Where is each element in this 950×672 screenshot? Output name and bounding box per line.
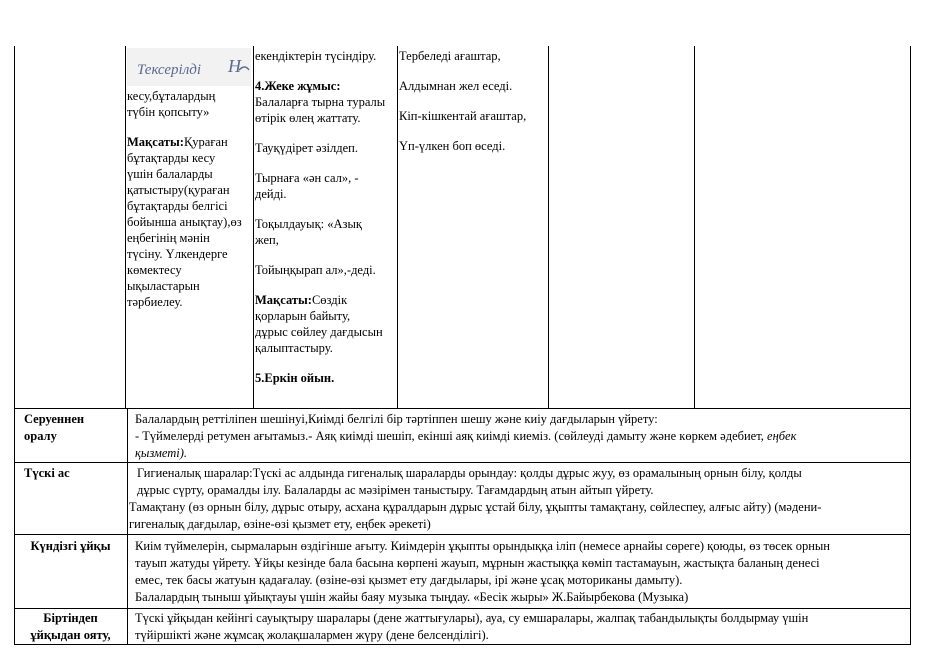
col4-poem-line: Тербеледі ағаштар,	[399, 49, 501, 63]
col3-poem-line: Тауқүдірет әзілдеп.	[255, 141, 358, 155]
col3-poem-line: Тырнаға «ән сал», -	[255, 171, 359, 185]
col2-goal-line: бұтақтарды белгісі	[127, 199, 228, 213]
col2-goal-line: үшін балаларды	[127, 167, 213, 181]
col4-cell	[399, 48, 547, 154]
row-label-lunch	[24, 465, 124, 482]
row-text-line	[135, 445, 905, 462]
col2-goal-line: еңбегінің мәнін	[127, 231, 210, 245]
row-text-italic: еңбек	[767, 429, 797, 443]
row-text-line: Киім түймелерін, сырмаларын өздігінше ағыту. Киімдерін ұқыпты орындыққа іліп (немесе арнайы сөреге) қоюды, өз төсек орнын	[135, 539, 830, 553]
col3-heading5	[255, 370, 397, 386]
row-label-line: Біртіндеп	[43, 611, 98, 625]
row-label-return-from-walk	[24, 411, 124, 445]
row-label-line: оралу	[24, 429, 57, 443]
border-col5-right	[694, 46, 695, 408]
row-text-line: Гигиеналық шаралар:Түскі ас алдында гигеналық шараларды орындау: қолды дұрыс жуу, өз орамалының орнын білу, қолды	[137, 466, 802, 480]
row-content-return-from-walk	[135, 411, 905, 462]
row-text-span: - Түймелерді ретумен ағытамыз.- Аяқ киімді шешіп, екінші аяқ киімді киеміз. (сөйлеуді дамыту және көркем әдебиет,	[135, 429, 768, 443]
border-row4-top	[14, 608, 911, 609]
col4-poem-line: Алдымнан жел еседі.	[399, 79, 513, 93]
signature-image	[127, 48, 251, 86]
col2-line1: кесу,бұталардың	[127, 89, 216, 103]
col3-work-line: өтірік өлең жаттату.	[255, 111, 361, 125]
free-play-heading: 5.Еркін ойын.	[255, 371, 335, 385]
col4-poem-line: Үп-үлкен боп өседі.	[399, 139, 506, 153]
border-bottom	[14, 644, 911, 645]
col3-poem-line: жеп,	[255, 233, 279, 247]
border-row3-top	[14, 534, 911, 535]
col2-goal-text-1: Қураған	[183, 135, 228, 149]
row-label-line: ұйқыдан ояту,	[30, 628, 111, 642]
row-text-line	[135, 428, 905, 445]
row-text-line: түйіршікті және жұмсақ жолақшалармен жүру (дене белсенділігі).	[135, 628, 489, 642]
row-text-line: емес, тек басы жатуын қадағалау. (өзіне-өзі қызмет ету дағдылары, ірі және ұсақ моториканы дамыту).	[135, 573, 683, 587]
row-content-wake-up	[135, 610, 905, 644]
col4-poem-line: Кіп-кішкентай ағаштар,	[399, 109, 527, 123]
row-text-line: Тамақтану (өз орнын білу, дұрыс отыру, асхана құралдарын дұрыс ұстай білу, ұқыпты тамақтану, сөйлеспеу, алғыс айту) (мәдени-	[129, 500, 822, 514]
individual-work-heading: 4.Жеке жұмыс:	[255, 79, 341, 93]
col3-work-line: Балаларға тырна туралы	[255, 95, 386, 109]
col2-goal-line: ықыластарын	[127, 279, 200, 293]
col3-goal-line: қалыптастыру.	[255, 341, 333, 355]
border-col3-left	[253, 46, 254, 408]
row-text-line: Балалардың тыныш ұйықтауы үшін жайы баяу музыка тыңдау. «Бесік жыры» Ж.Байырбекова (Музыка)	[135, 590, 689, 604]
col3-top-line: екендіктерін түсіндіру.	[255, 49, 377, 63]
verification-stamp	[127, 48, 247, 82]
col2-goal-line: бұтақтарды кесу	[127, 151, 216, 165]
col3-cell	[255, 48, 397, 386]
col3-goal-text-1: Сөздік	[311, 293, 348, 307]
row-label-wake-up	[14, 610, 127, 644]
border-col5-left	[548, 46, 549, 408]
border-col2-left	[125, 46, 126, 408]
row-label-nap	[14, 538, 127, 555]
row-text-line: дұрыс сүрту, орамалды ілу. Балаларды ас мәзірімен таныстыру. Тағамдардың атын айтып үйрету.	[137, 483, 654, 497]
border-col4-left	[397, 46, 398, 408]
row-text-line: гигеналық дағдылар, өзіне-өзі қызмет ету, еңбек әрекеті)	[129, 517, 431, 531]
row-label-line: Күндізгі ұйқы	[30, 539, 111, 553]
col3-poem-line: Тойыңқырап ал»,-деді.	[255, 263, 376, 277]
row-text-line: тауып жатуды үйрету. Ұйқы кезінде бала басына көрпені жауып, мұрнын жастыққа көміп тастамауын, жастықта баланың денесі	[135, 556, 820, 570]
stamp-mark: Н	[228, 56, 241, 76]
col2-goal-line: тәрбиелеу.	[127, 295, 183, 309]
row-text-line: Түскі ұйқыдан кейінгі сауықтыру шаралары (дене жаттығулары), ауа, су емшаралары, жалпақ табандылықты болдырмау үшін	[135, 611, 809, 625]
col2-goal-label: Мақсаты:	[127, 135, 184, 149]
col3-poem-line: дейді.	[255, 187, 287, 201]
row-text-line: Балалардың реттіліпен шешінуі,Киімді белгілі бір тәртіппен шешу және киіу дағдыларын үйрету:	[135, 412, 658, 426]
row-label-line: Түскі ас	[24, 466, 70, 480]
col2-goal-line: түсіну. Үлкендерге	[127, 247, 228, 261]
stamp-text: Тексерілді	[137, 62, 201, 78]
col3-goal-first-line	[255, 292, 397, 308]
border-right	[910, 46, 911, 644]
col3-poem-line: Тоқылдауық: «Азық	[255, 217, 362, 231]
col2-cell	[127, 48, 252, 310]
col3-goal-label: Мақсаты:	[255, 293, 312, 307]
col2-goal-line: бойынша анықтау),өз	[127, 215, 242, 229]
col3-goal-line: қорларын байыту,	[255, 309, 351, 323]
row-content-nap	[135, 538, 905, 606]
col2-line2: түбін қопсыту»	[127, 105, 210, 119]
border-row2-top	[14, 462, 911, 463]
border-row1-top	[14, 408, 911, 409]
col2-goal-line: қатыстыру(қураған	[127, 183, 230, 197]
col2-goal-first-line	[127, 134, 252, 150]
row-text-italic: қызметі).	[135, 446, 188, 460]
row-label-line: Серуеннен	[24, 412, 85, 426]
col2-goal-line: көмектесу	[127, 263, 182, 277]
col3-goal-line: дұрыс сөйлеу дағдысын	[255, 325, 383, 339]
row-content-lunch	[129, 465, 907, 533]
col3-heading4	[255, 78, 397, 94]
